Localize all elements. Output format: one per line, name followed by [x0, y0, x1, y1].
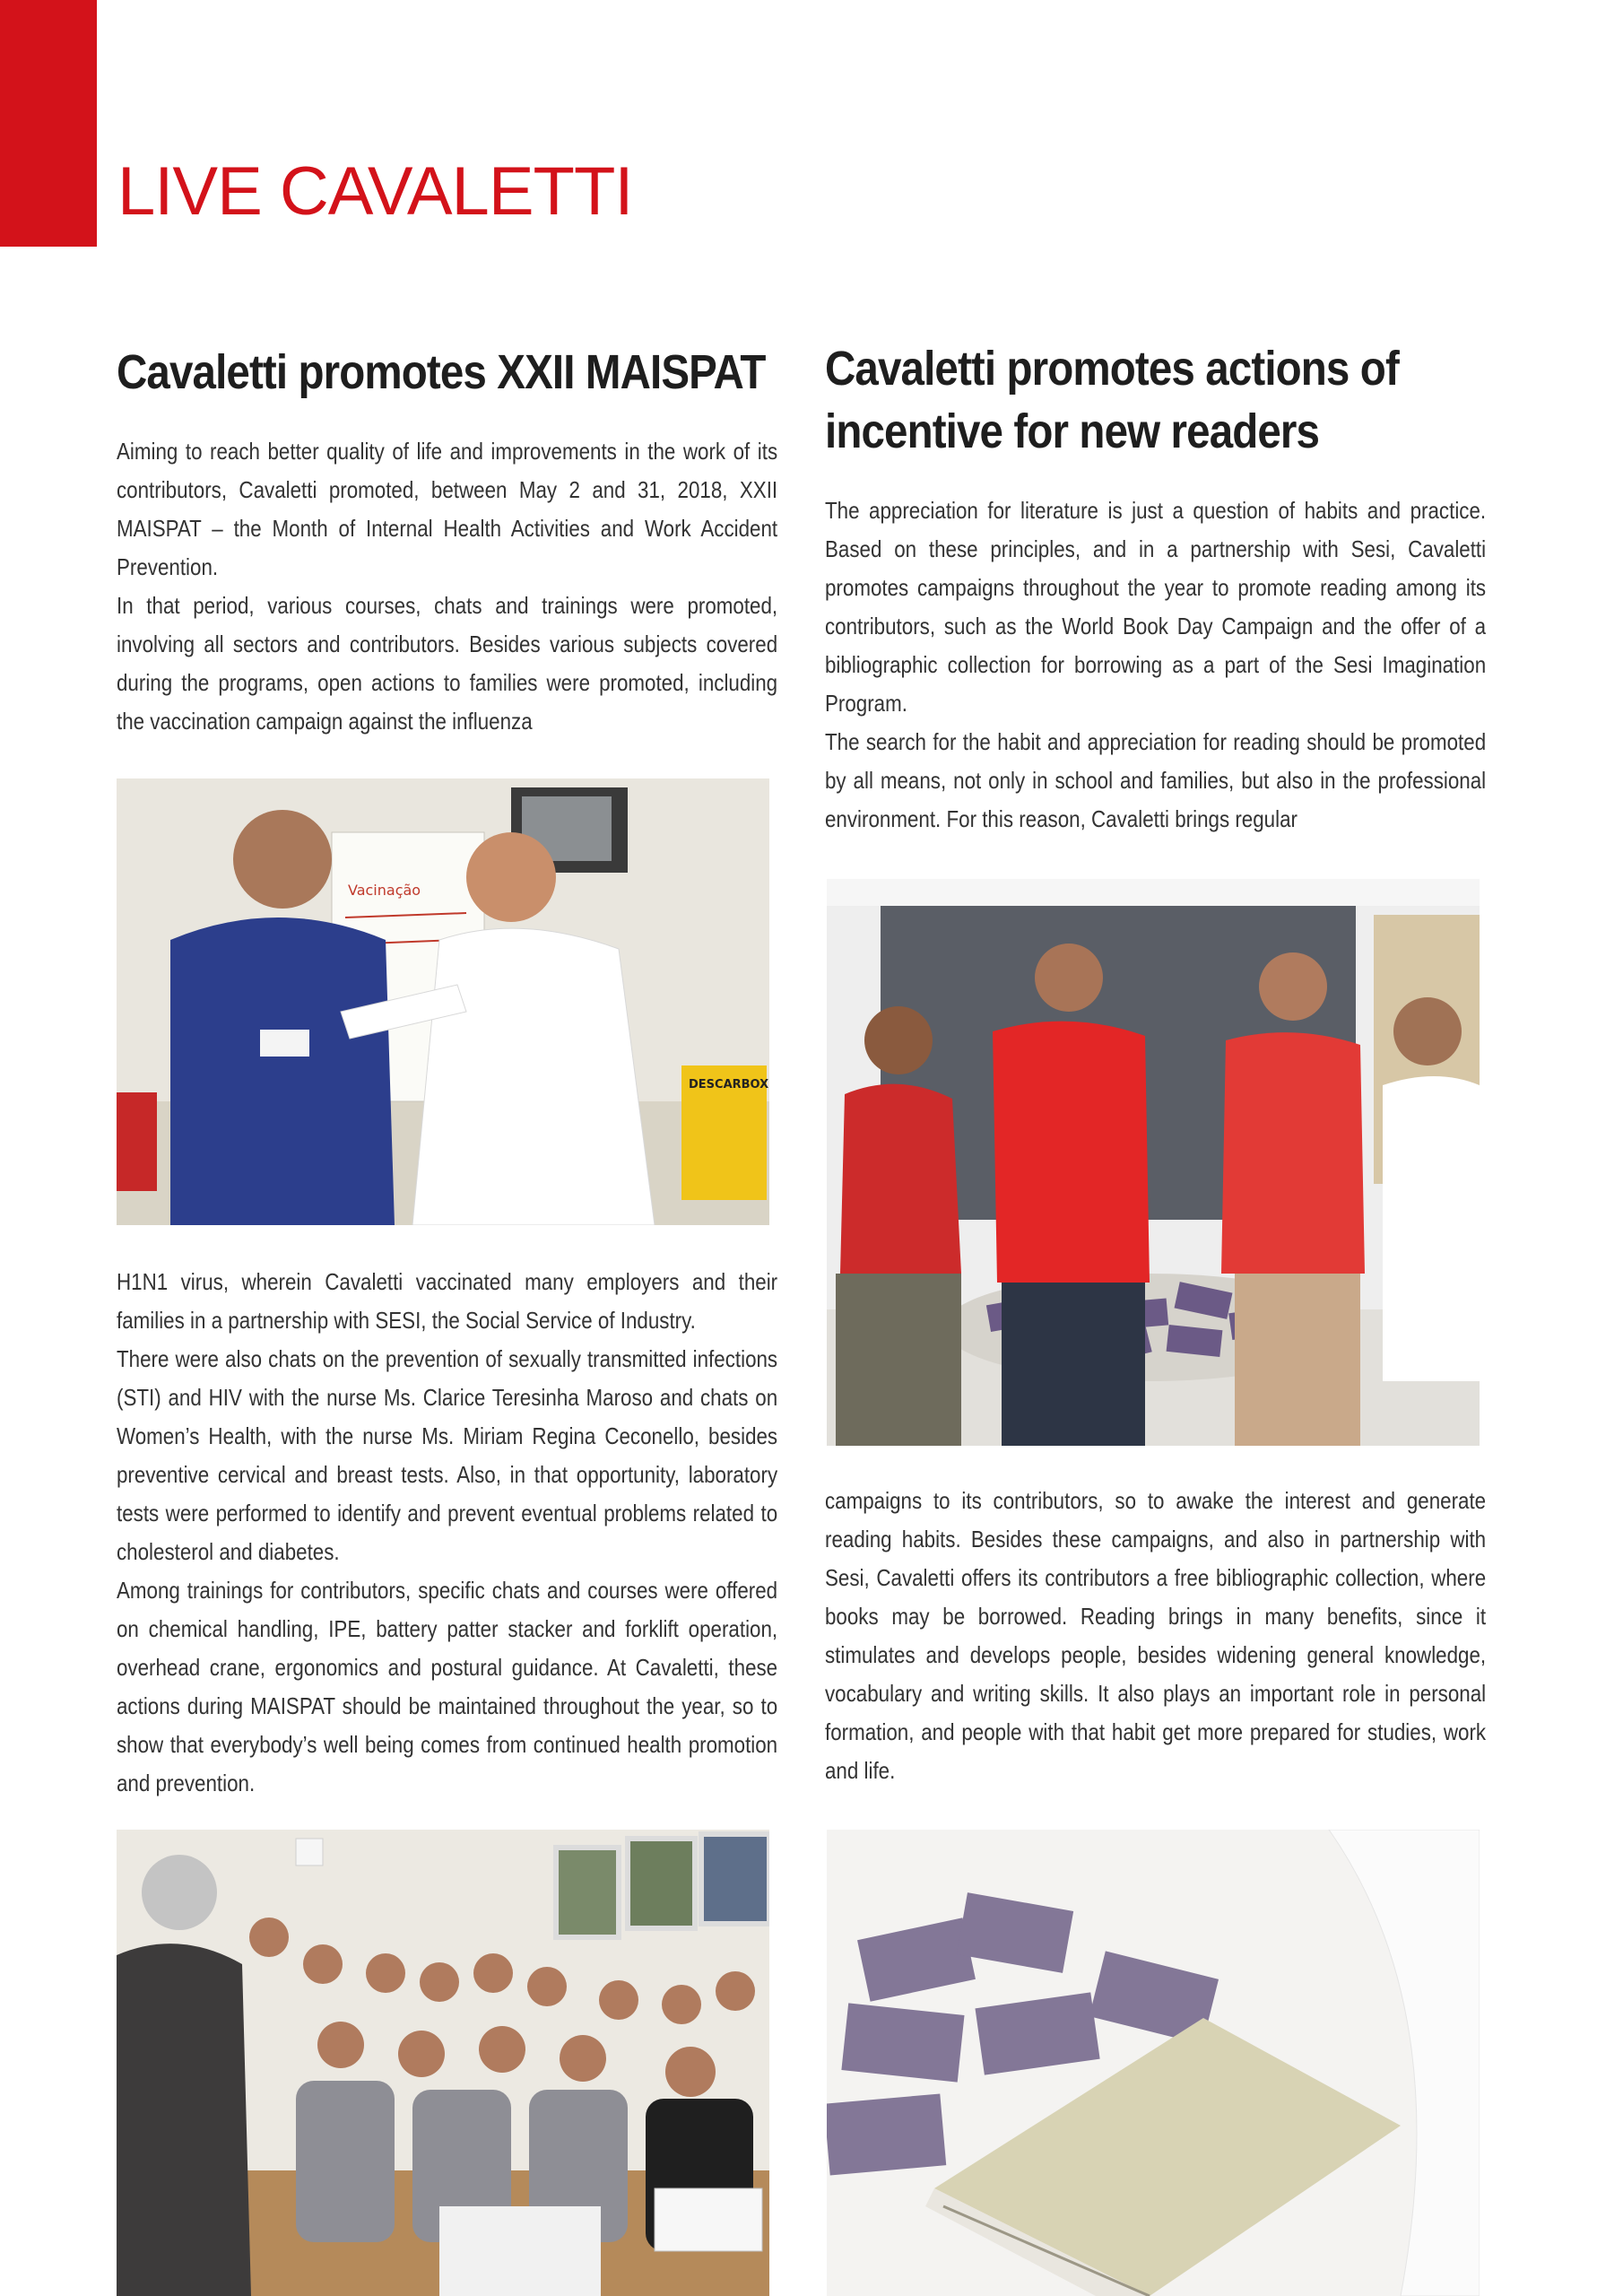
red-accent-bar [0, 0, 97, 247]
left-paragraph: Aiming to reach better quality of life and improvements in the work of its contributors, Cavaletti promoted, between May 2 and 31, 2018, XXII MAISPAT – the Month of Internal Health Activities and Work Accident Prevention. [117, 438, 778, 580]
left-paragraph: H1N1 virus, wherein Cavaletti vaccinated many employers and their families in a partnership with SESI, the Social Service of Industry. [117, 1268, 778, 1334]
left-article-header [117, 341, 777, 404]
section-title: LIVE CAVALETTI [117, 153, 633, 230]
right-article-header [825, 337, 1486, 463]
left-paragraph: Among trainings for contributors, specific chats and courses were offered on chemical handling, IPE, battery patter stacker and forklift operation, overhead crane, ergonomics and postural guidance. At Cavaletti, these actions during MAISPAT should be maintained throughout the year, so to show that everybody’s well being comes from continued health promotion and prevention. [117, 1577, 778, 1796]
lecture-photo [117, 1830, 769, 2296]
reading-group-photo [827, 879, 1480, 1446]
right-headline-line2: incentive for new readers [825, 404, 1320, 458]
left-article-part2 [117, 1263, 777, 1803]
flipchart-text: Vacinação [348, 882, 421, 899]
box-label: DESCARBOX [689, 1078, 769, 1091]
right-paragraph: The search for the habit and appreciation for reading should be promoted by all means, not only in school and families, but also in the professional environment. For this reason, Cavaletti brings regular [825, 728, 1487, 832]
right-paragraph: campaigns to its contributors, so to awake the interest and generate reading habits. Besides these campaigns, and also in partnership with Sesi, Cavaletti offers its contributors a free bibliographic collection, where books may be borrowed. Reading brings in many benefits, since it stimulates and develops people, besides widening general knowledge, vocabulary and writing skills. It also plays an important role in personal formation, and people with that habit get more prepared for studies, work and life. [825, 1487, 1487, 1784]
left-headline: Cavaletti promotes XXII MAISPAT [117, 345, 766, 399]
right-article-part1 [825, 491, 1486, 839]
book-photo [827, 1830, 1480, 2296]
left-paragraph: In that period, various courses, chats and trainings were promoted, involving all sectors and contributors. Besides various subjects covered during the programs, open actions to families were promoted, including the vaccination campaign against the influenza [117, 592, 778, 735]
vaccination-photo [117, 778, 769, 1225]
right-article-part2 [825, 1482, 1486, 1790]
left-article-part1 [117, 432, 777, 741]
right-headline-line1: Cavaletti promotes actions of [825, 342, 1399, 396]
right-paragraph: The appreciation for literature is just a question of habits and practice. Based on these principles, and in a partnership with Sesi, Cavaletti promotes campaigns throughout the year to promote reading among its contributors, such as the World Book Day Campaign and the offer of a bibliographic collection for borrowing as a part of the Sesi Imagination Program. [825, 497, 1487, 717]
left-paragraph: There were also chats on the prevention of sexually transmitted infections (STI) and HIV with the nurse Ms. Clarice Teresinha Maroso and chats on Women’s Health, with the nurse Ms. Miriam Regina Ceconello, besides preventive cervical and breast tests. Also, in that opportunity, laboratory tests were performed to identify and prevent eventual problems related to cholesterol and diabetes. [117, 1345, 778, 1565]
